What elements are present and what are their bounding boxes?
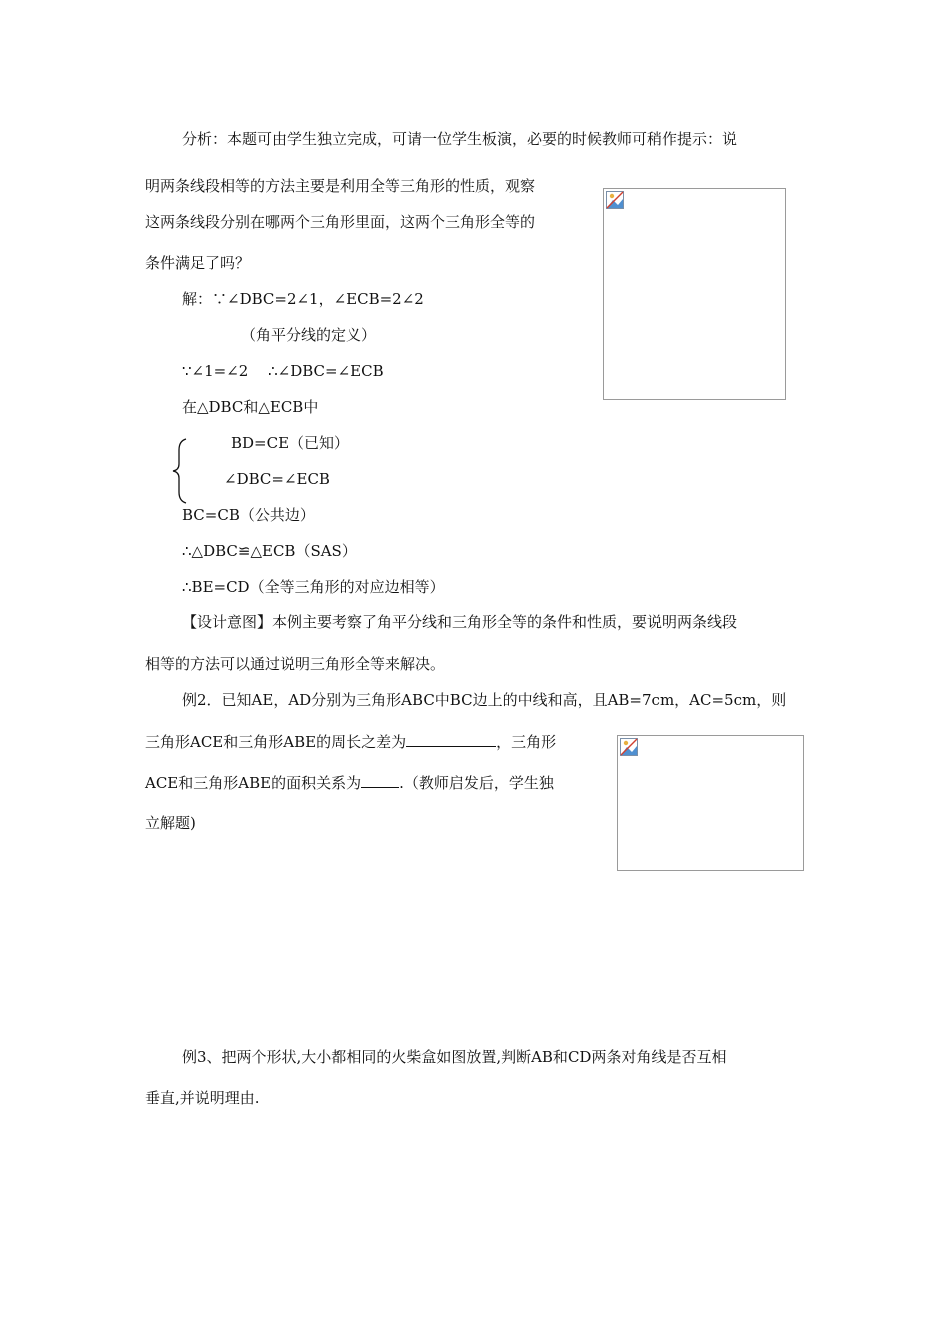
example2-line-1: 例2．已知AE，AD分别为三角形ABC中BC边上的中线和高，且AB=7cm，AC=5cm，则 — [182, 691, 787, 709]
example2-line-3-tail: .（教师启发后，学生独 — [399, 774, 554, 792]
example2-line-2-text: 三角形ACE和三角形ABE的周长之差为 — [145, 733, 407, 751]
broken-image-icon — [606, 191, 624, 209]
example2-line-3-text: ACE和三角形ABE的面积关系为 — [145, 774, 362, 792]
analysis-line-3: 这两条线段分别在哪两个三角形里面，这两个三角形全等的 — [145, 213, 536, 231]
design-line-1: 【设计意图】本例主要考察了角平分线和三角形全等的条件和性质，要说明两条线段 — [182, 613, 738, 631]
figure-image-1 — [603, 188, 786, 400]
example2-line-3 — [145, 772, 554, 793]
solution-line-4: 在△DBC和△ECB中 — [182, 398, 319, 416]
solution-line-2: （角平分线的定义） — [241, 326, 377, 344]
solution-line-8: ∴△DBC≌△ECB（SAS） — [182, 542, 357, 560]
solution-line-6: ∠DBC=∠ECB — [224, 470, 330, 488]
example3-line-2: 垂直,并说明理由. — [145, 1089, 260, 1107]
analysis-line-2: 明两条线段相等的方法主要是利用全等三角形的性质，观察 — [145, 177, 536, 195]
analysis-line-1: 分析：本题可由学生独立完成，可请一位学生板演，必要的时候教师可稍作提示：说 — [182, 130, 738, 148]
left-brace — [170, 438, 190, 504]
example2-line-2 — [145, 731, 556, 752]
figure-image-2 — [617, 735, 804, 871]
solution-line-9: ∴BE=CD（全等三角形的对应边相等） — [182, 578, 445, 596]
solution-line-7: BC=CB（公共边） — [182, 506, 315, 524]
design-line-2: 相等的方法可以通过说明三角形全等来解决。 — [145, 655, 446, 673]
answer-blank-perimeter — [406, 731, 496, 747]
solution-line-5: BD=CE（已知） — [231, 434, 350, 452]
broken-image-icon — [620, 738, 638, 756]
example3-line-1: 例3、把两个形状,大小都相同的火柴盒如图放置,判断AB和CD两条对角线是否互相 — [182, 1048, 727, 1066]
solution-line-3: ∵∠1=∠2 ∴∠DBC=∠ECB — [182, 362, 384, 380]
example2-line-4: 立解题) — [145, 814, 196, 832]
example2-line-2-tail: ，三角形 — [496, 733, 557, 751]
solution-line-1: 解：∵∠DBC=2∠1，∠ECB=2∠2 — [182, 290, 424, 308]
answer-blank-area — [361, 772, 399, 788]
analysis-line-4: 条件满足了吗？ — [145, 254, 251, 272]
